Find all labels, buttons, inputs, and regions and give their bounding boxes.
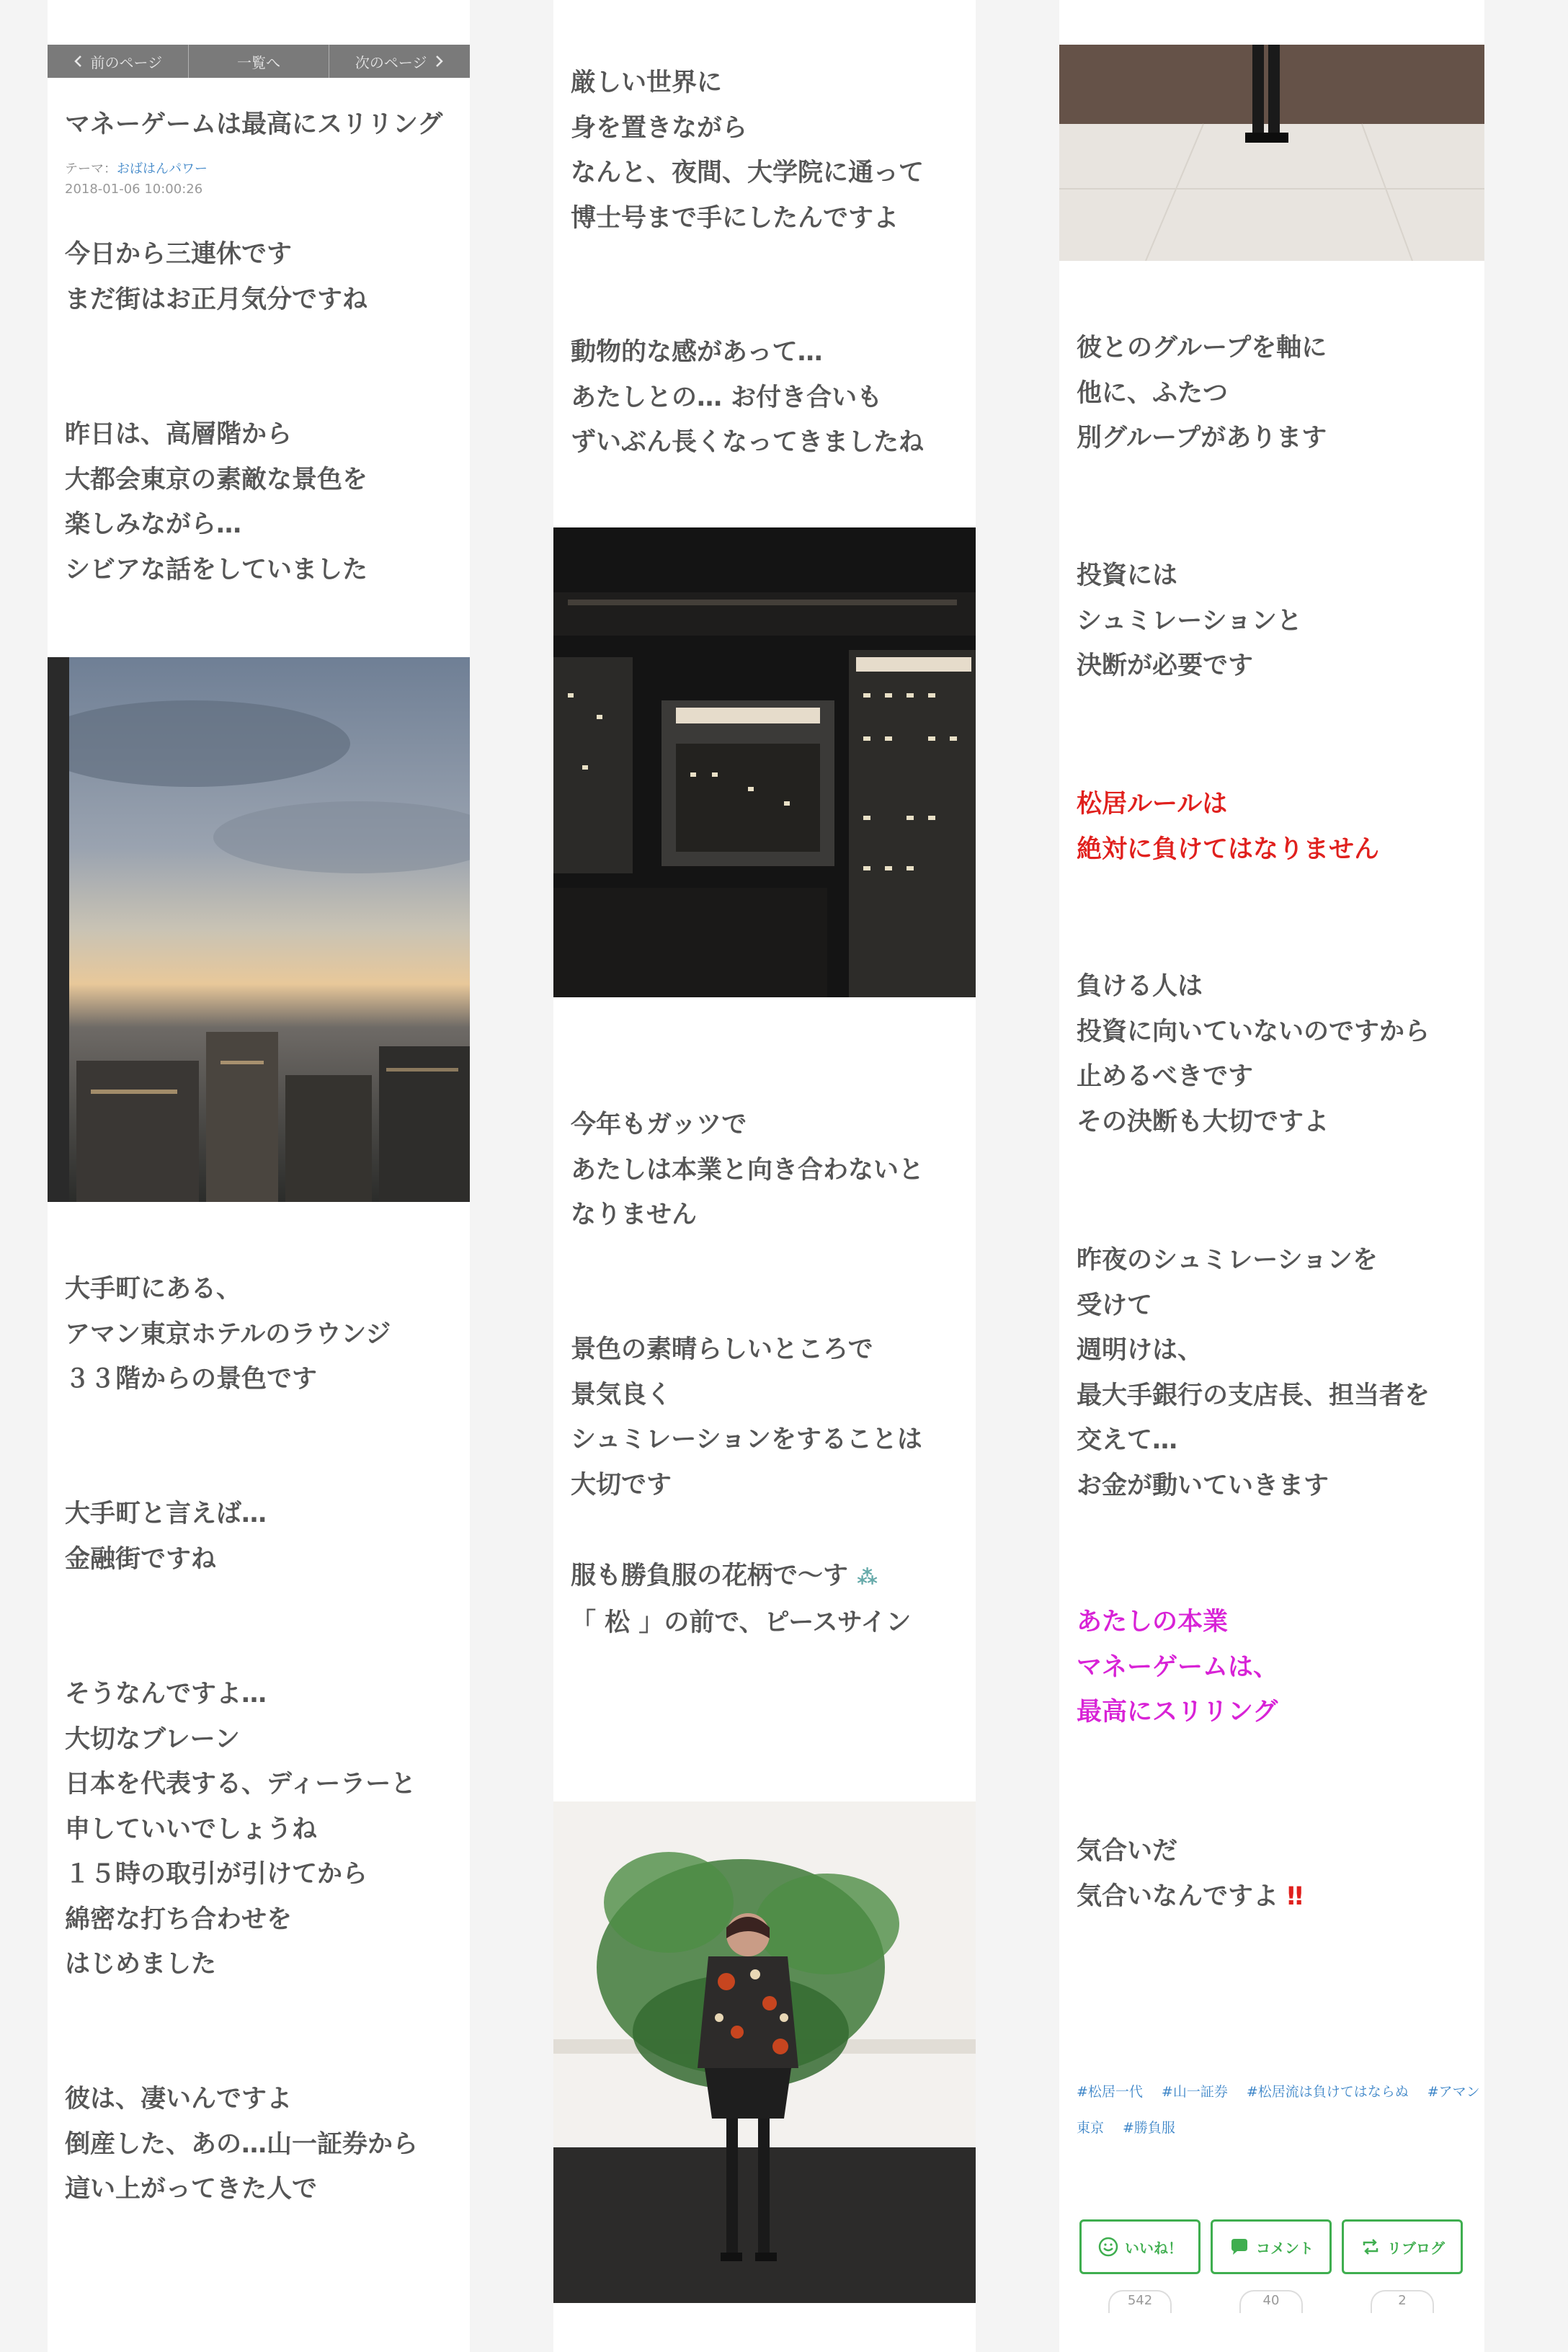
post-title: マネーゲームは最高にスリリング [65,110,443,139]
column-right [1059,0,1484,2352]
paragraph [1077,1829,1477,1919]
paragraph: 動物的な感があって… あたしとの… お付き合いも ずいぶん長くなってきましたね [571,338,925,457]
paragraph-text: 気合いだ 気合いなんですよ [1077,1837,1279,1911]
smile-icon [1097,2236,1119,2258]
paragraph: 昨夜のシュミレーションを 受けて 週明けは、 最大手銀行の支店長、担当者を 交えて… お金が動いていきます [1077,1246,1430,1500]
post-date: 2018-01-06 10:00:26 [65,182,203,197]
comment-button[interactable] [1211,2219,1332,2274]
reblog-button[interactable] [1342,2219,1463,2274]
paragraph: 彼とのグループを軸に 他に、ふたつ 別グループがあります [1077,334,1327,453]
action-buttons [1079,2219,1463,2274]
theme-label: テーマ： [65,161,117,177]
photo-sunset-skyline[interactable] [48,657,470,1202]
hashtag-link[interactable]: #松居一代 [1077,2084,1143,2100]
like-label: いいね！ [1125,2239,1182,2257]
like-count[interactable]: 542 [1079,2287,1200,2302]
comment-label: コメント [1256,2239,1314,2257]
paragraph: 投資には シュミレーションと 決断が必要です [1077,561,1302,680]
paragraph: 昨日は、高層階から 大都会東京の素敵な景色を 楽しみながら… シビアな話をしていました [65,420,368,584]
photo-night-buildings[interactable] [553,527,976,997]
hashtag-link[interactable]: #松居流は負けてはならぬ [1246,2084,1409,2100]
paragraph: 今年もガッツで あたしは本業と向き合わないと なりません [571,1110,925,1229]
paragraph: 負ける人は 投資に向いていないのですから 止めるべきです その決断も大切ですよ [1077,972,1430,1136]
reblog-count[interactable]: 2 [1342,2287,1463,2302]
reblog-label: リブログ [1387,2239,1445,2257]
double-exclamation-icon: ‼ [1287,1881,1304,1911]
prev-page-link[interactable] [48,45,188,78]
chevron-right-icon [434,55,444,68]
speech-bubble-icon [1229,2236,1250,2258]
photo-woman-pine-tree[interactable] [553,1801,976,2303]
post-theme [65,159,208,177]
paragraph: 景色の素晴らしいところで 景気良く シュミレーションをすることは 大切です [571,1335,922,1500]
comment-count[interactable]: 40 [1211,2287,1332,2302]
paragraph: 厳しい世界に 身を置きながら なんと、夜間、大学院に通って 博士号まで手にしたんですよ [571,68,925,233]
column-middle [553,0,976,2352]
paragraph-text: 服も勝負服の花柄で～す [571,1562,849,1590]
list-label: 一覧へ [237,53,280,71]
photo-floor-feet[interactable] [1059,45,1484,261]
hashtag-link[interactable]: #山一証券 [1161,2084,1228,2100]
reblog-icon [1360,2236,1381,2258]
paragraph: 今日から三連休です まだ街はお正月気分ですね [65,240,368,314]
paragraph: 大手町にある、 アマン東京ホテルのラウンジ ３３階からの景色です [65,1275,391,1394]
action-counts [1079,2287,1463,2308]
sparkle-icon: ⁂ [857,1565,878,1589]
chevron-left-icon [74,55,84,68]
prev-page-label: 前のページ [90,53,163,71]
hashtag-link[interactable]: #アマン東京 [1077,2084,1480,2136]
like-button[interactable] [1079,2219,1200,2274]
highlight-paragraph-magenta: あたしの本業 マネーゲームは、 最高にスリリング [1077,1608,1279,1727]
column-left [48,0,470,2352]
paragraph: 大手町と言えば… 金融街ですね [65,1500,267,1574]
highlight-paragraph-red: 松居ルールは 絶対に負けてはなりません [1077,790,1380,864]
page-nav-bar [48,45,470,78]
theme-link[interactable]: おばはんパワー [117,161,208,177]
hashtag-link[interactable]: #勝負服 [1123,2120,1175,2136]
paragraph-text: 「 松 」の前で、ピースサイン [571,1608,912,1637]
list-link[interactable] [188,45,329,78]
next-page-link[interactable] [329,45,470,78]
hashtag-list [1077,2074,1480,2146]
paragraph: そうなんですよ… 大切なブレーン 日本を代表する、ディーラーと 申していいでしょうね １５時の取引が引けてから 綿密な打ち合わせを はじめました [65,1680,416,1979]
next-page-label: 次のページ [355,53,427,71]
paragraph [571,1554,968,1645]
paragraph: 彼は、凄いんですよ 倒産した、あの…山一証券から 這い上がってきた人で [65,2085,419,2204]
